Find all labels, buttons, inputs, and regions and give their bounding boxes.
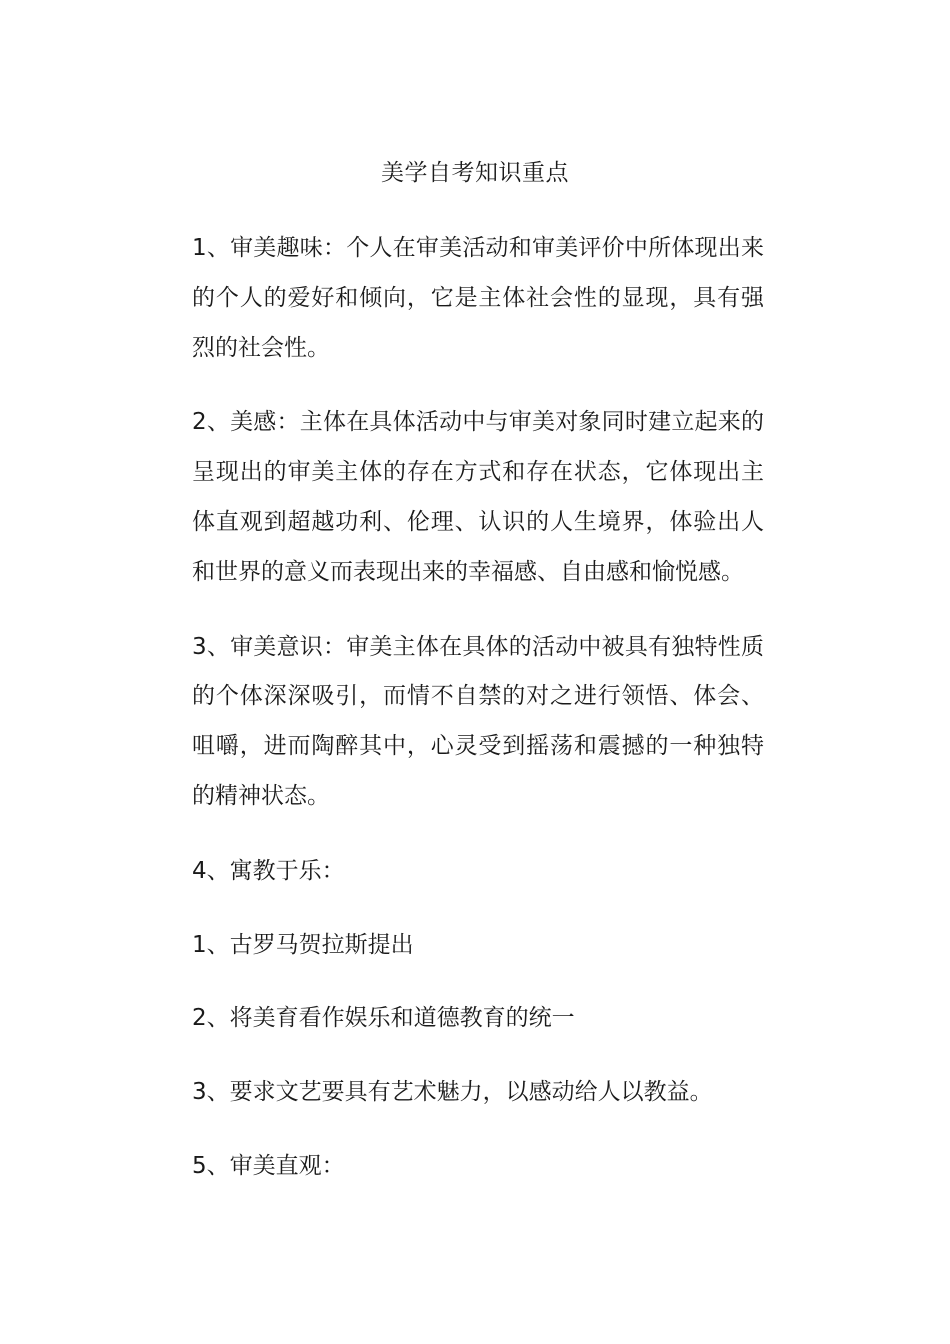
list-item-unity: 2、将美育看作娱乐和道德教育的统一 [192, 1005, 575, 1032]
paragraph-teaching-through-pleasure: 4、寓教于乐： [192, 857, 345, 884]
paragraph-aesthetic-intuition: 5、审美直观： [192, 1152, 345, 1179]
paragraph-aesthetic-taste: 1、审美趣味：个人在审美活动和审美评价中所体现出来的个人的爱好和倾向，它是主体社会性的显现，具有强烈的社会性。 [192, 235, 764, 361]
list-item-artistic-charm: 3、要求文艺要具有艺术魅力，以感动给人以教益。 [192, 1079, 713, 1106]
paragraph-aesthetic-consciousness: 3、审美意识：审美主体在具体的活动中被具有独特性质的个体深深吸引，而情不自禁的对之进行领悟、体会、咀嚼，进而陶醉其中，心灵受到摇荡和震撼的一种独特的精神状态。 [192, 633, 764, 809]
paragraph-aesthetic-feeling: 2、美感：主体在具体活动中与审美对象同时建立起来的呈现出的审美主体的存在方式和存在状态，它体现出主体直观到超越功利、伦理、认识的人生境界，体验出人和世界的意义而表现出来的幸福感、自由感和愉悦感。 [192, 409, 764, 585]
document-title: 美学自考知识重点 [381, 160, 569, 186]
list-item-horace: 1、古罗马贺拉斯提出 [192, 931, 414, 958]
document-body [192, 224, 764, 1216]
